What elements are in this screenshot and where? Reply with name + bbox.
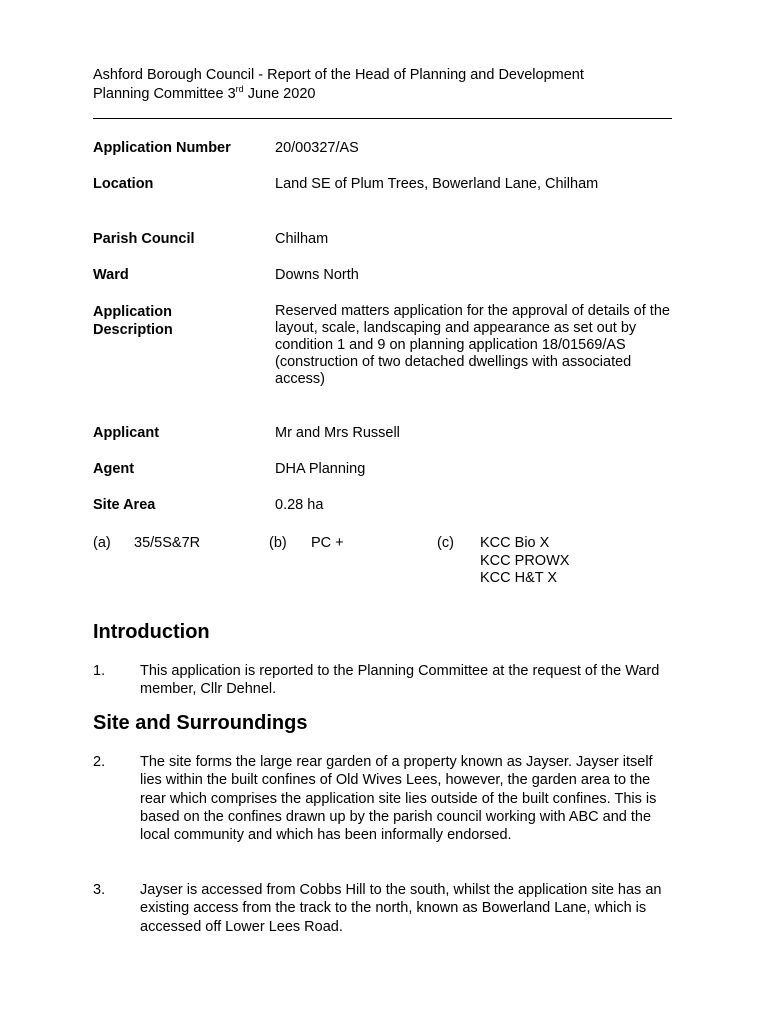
header-line-2-sup: rd: [235, 84, 244, 95]
label-application-description-line2: Description: [93, 322, 173, 338]
report-header: [93, 66, 693, 104]
code-c-value: KCC H&T X: [480, 570, 558, 586]
label-application-description-line1: Application: [93, 304, 172, 320]
label-site-area: Site Area: [93, 497, 156, 513]
value-site-area: 0.28 ha: [275, 497, 324, 513]
paragraph-text: Jayser is accessed from Cobbs Hill to the south, whilst the application site has an existing access from the track to the north, known as Bowerland Lane, which is accessed off Lower Lees Road.: [140, 882, 662, 935]
code-c-values: [480, 535, 569, 588]
label-ward: Ward: [93, 267, 129, 283]
value-application-description: Reserved matters application for the approval of details of the layout, scale, landscaping and appearance as set out by condition 1 and 9 on planning application 18/01569/AS (construction of two detached dwellings with associated access): [275, 303, 670, 387]
header-line-2: [93, 85, 693, 104]
code-c-value: KCC Bio X: [480, 535, 550, 551]
header-line-2-suffix: June 2020: [243, 86, 316, 102]
code-a-label: (a): [93, 535, 111, 551]
label-parish-council: Parish Council: [93, 231, 195, 247]
header-divider: [93, 118, 672, 119]
section-heading-introduction: Introduction: [93, 621, 210, 643]
section-heading-site-and-surroundings: Site and Surroundings: [93, 712, 308, 734]
code-b-value: PC +: [311, 535, 344, 551]
value-parish-council: Chilham: [275, 231, 329, 247]
code-c-value: KCC PROWX: [480, 552, 570, 569]
value-application-number: 20/00327/AS: [275, 140, 359, 156]
code-c-label: (c): [437, 535, 454, 551]
label-agent: Agent: [93, 461, 135, 477]
label-application-number: Application Number: [93, 140, 231, 156]
paragraph-number: 1.: [93, 663, 106, 679]
label-application-description: [93, 303, 263, 339]
label-applicant: Applicant: [93, 425, 160, 441]
value-location: Land SE of Plum Trees, Bowerland Lane, Chilham: [275, 176, 599, 192]
paragraph-text: This application is reported to the Planning Committee at the request of the Ward member, Cllr Dehnel.: [140, 663, 660, 698]
value-applicant: Mr and Mrs Russell: [275, 425, 400, 441]
value-agent: DHA Planning: [275, 461, 366, 477]
code-b-label: (b): [269, 535, 287, 551]
paragraph-number: 3.: [93, 882, 106, 898]
code-a-value: 35/5S&7R: [134, 535, 201, 551]
header-line-1: Ashford Borough Council - Report of the Head of Planning and Development: [93, 67, 584, 83]
header-line-2-prefix: Planning Committee 3: [93, 86, 236, 102]
value-ward: Downs North: [275, 267, 359, 283]
label-location: Location: [93, 176, 154, 192]
paragraph-number: 2.: [93, 754, 106, 770]
paragraph-text: The site forms the large rear garden of a property known as Jayser. Jayser itself lies within the built confines of Old Wives Lees, however, the garden area to the rear which comprises the application site lies outside of the built confines. This is based on the confines drawn up by the parish council working with ABC and the local community and which has been informally endorsed.: [140, 754, 657, 844]
